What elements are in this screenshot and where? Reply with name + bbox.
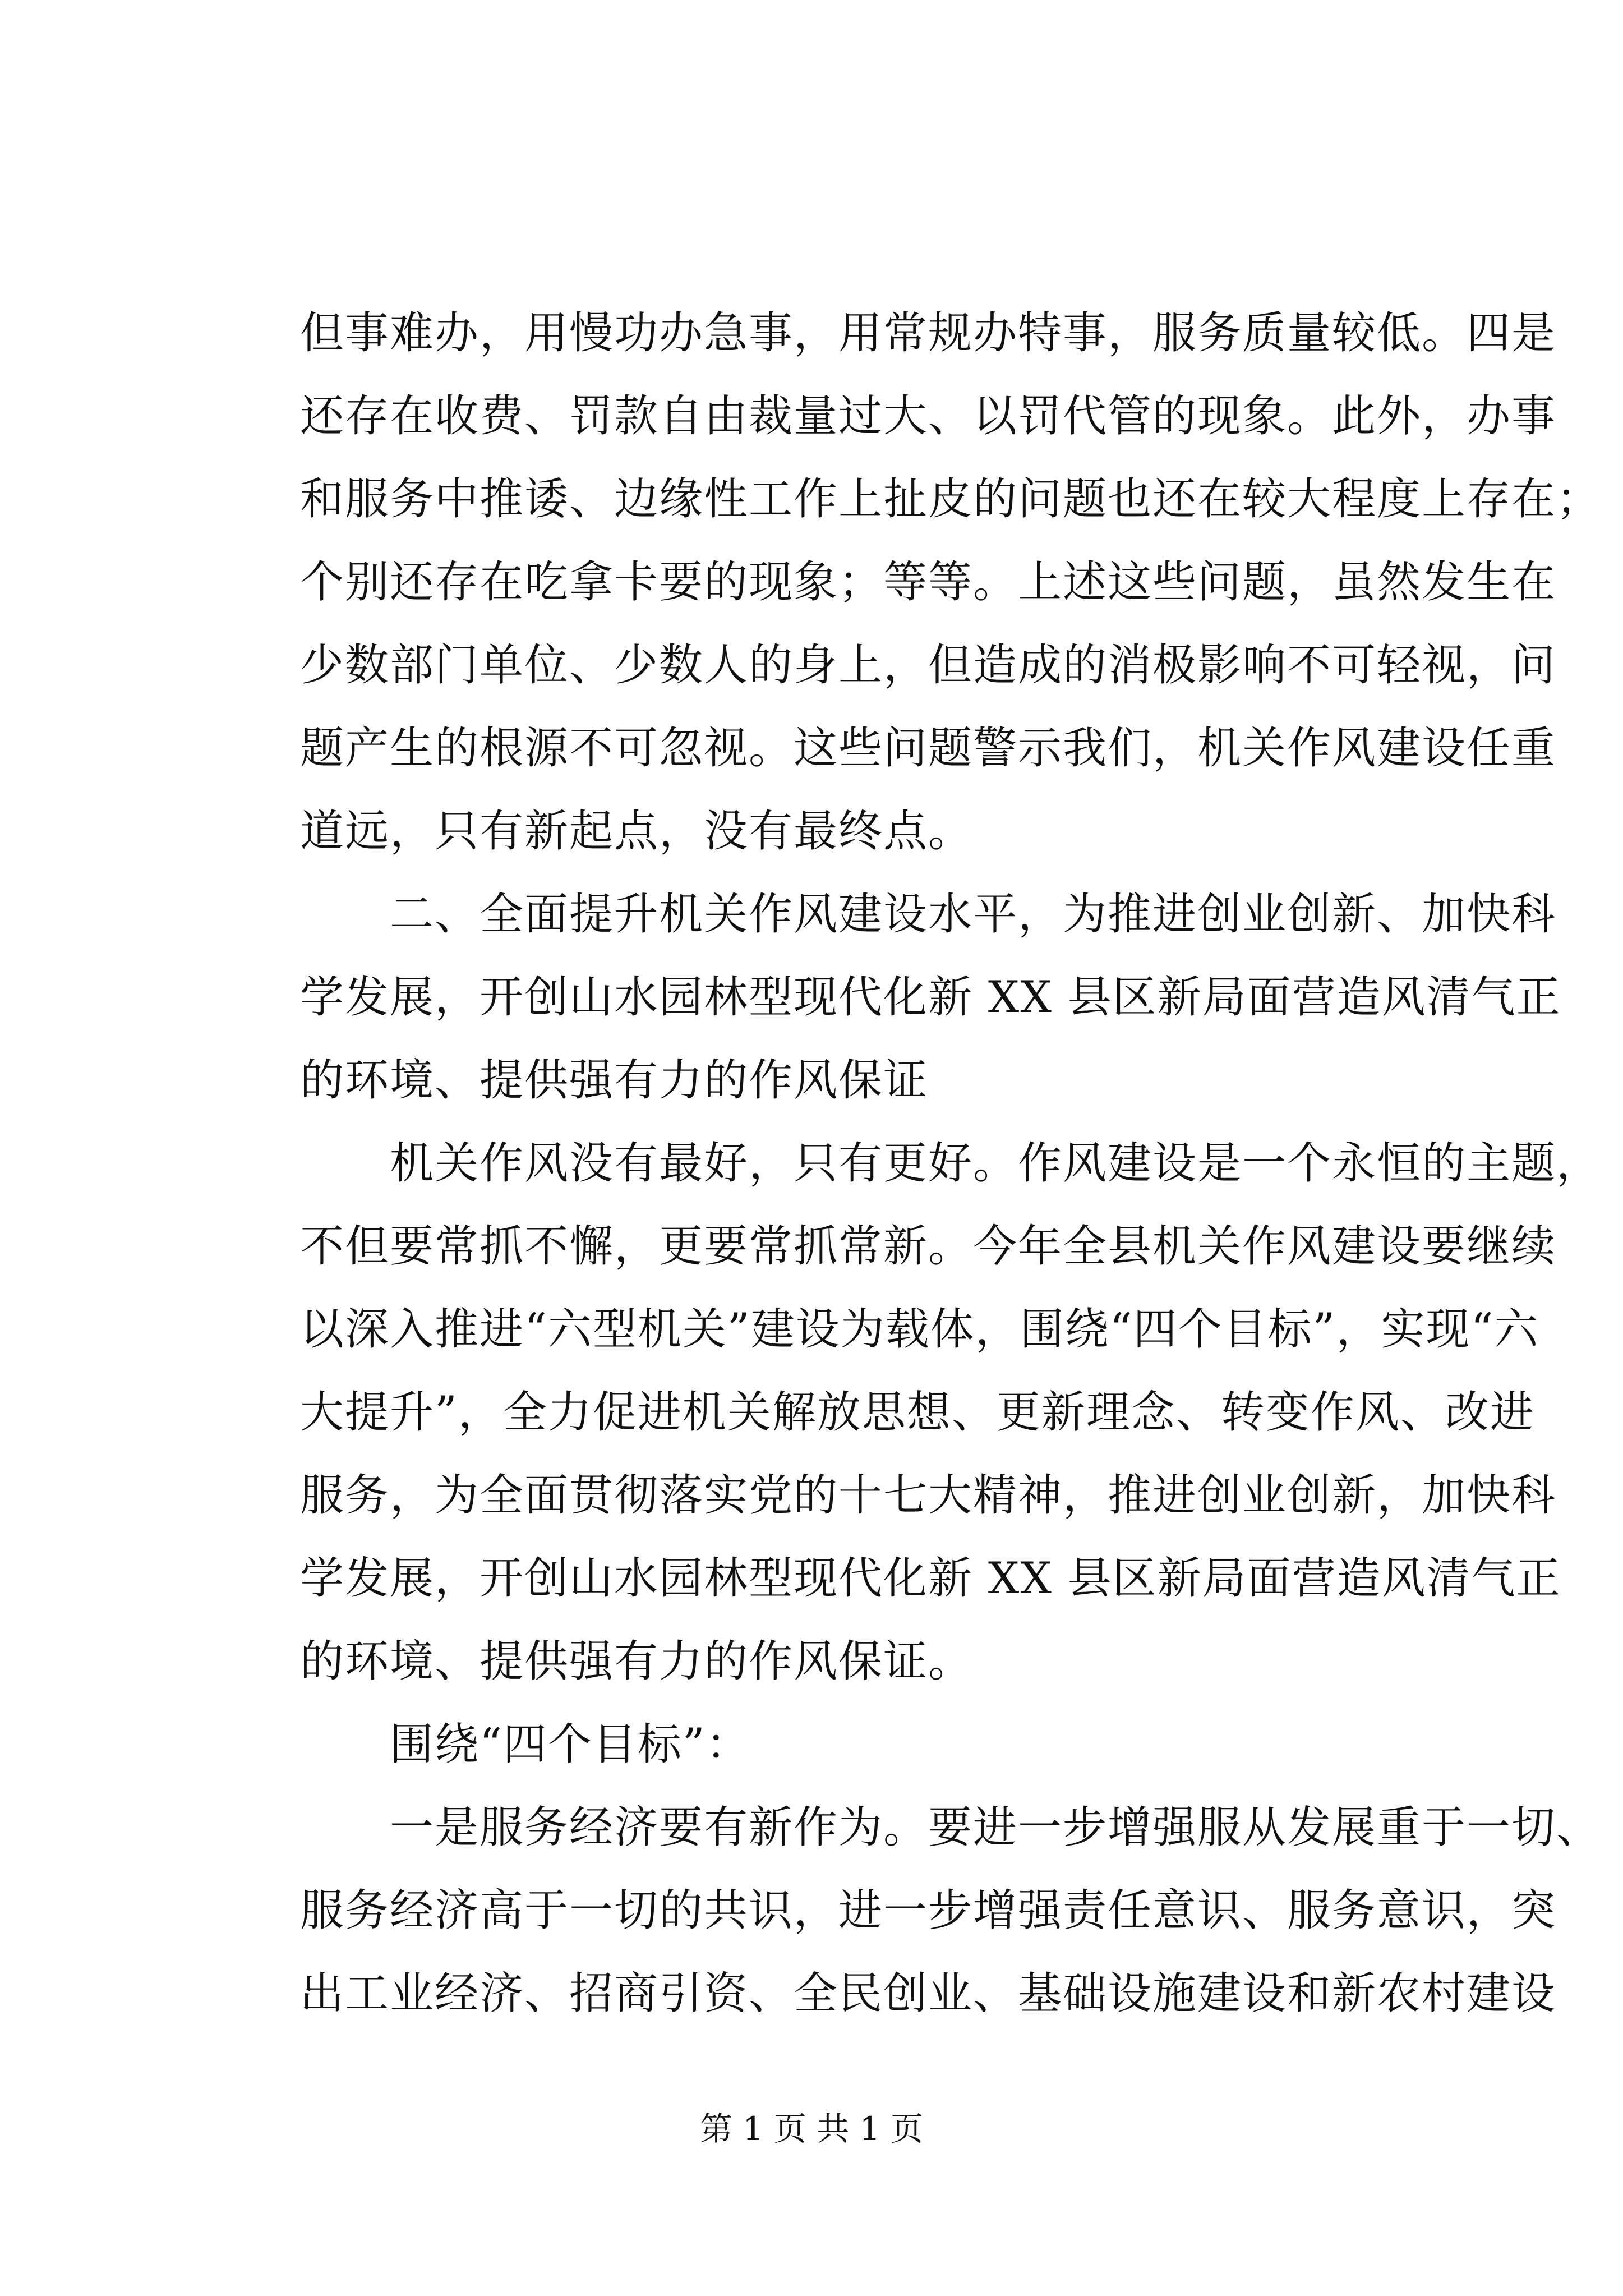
- document-body: [300, 292, 1602, 2035]
- text-line: 机关作风没有最好，只有更好。作风建设是一个永恒的主题，: [390, 1138, 1602, 1189]
- text-line: 学发展，开创山水园林型现代化新 XX 县区新局面营造风清气正: [300, 972, 1561, 1023]
- text-line: 但事难办，用慢功办急事，用常规办特事，服务质量较低。四是: [300, 308, 1557, 358]
- text-line: 少数部门单位、少数人的身上，但造成的消极影响不可轻视，问: [300, 640, 1557, 691]
- text-line: 还存在收费、罚款自由裁量过大、以罚代管的现象。此外，办事: [300, 391, 1557, 441]
- text-line: 和服务中推诿、边缘性工作上扯皮的问题也还在较大程度上存在；: [300, 474, 1602, 524]
- text-line: 以深入推进“六型机关”建设为载体，围绕“四个目标”，实现“六: [300, 1304, 1539, 1355]
- text-line: 围绕“四个目标”：: [390, 1719, 751, 1770]
- text-line: 大提升”，全力促进机关解放思想、更新理念、转变作风、改进: [300, 1387, 1535, 1438]
- text-line: 服务经济高于一切的共识，进一步增强责任意识、服务意识，突: [300, 1885, 1557, 1936]
- text-line: 学发展，开创山水园林型现代化新 XX 县区新局面营造风清气正: [300, 1553, 1561, 1604]
- page-footer: 第 1 页 共 1 页: [700, 2110, 923, 2148]
- text-line: 的环境、提供强有力的作风保证: [300, 1055, 929, 1106]
- text-line: 二、全面提升机关作风建设水平，为推进创业创新、加快科: [390, 889, 1557, 940]
- text-line: 个别还存在吃拿卡要的现象；等等。上述这些问题，虽然发生在: [300, 557, 1557, 608]
- text-line: 出工业经济、招商引资、全民创业、基础设施建设和新农村建设: [300, 1968, 1557, 2019]
- text-line: 道远，只有新起点，没有最终点。: [300, 806, 974, 857]
- text-line: 一是服务经济要有新作为。要进一步增强服从发展重于一切、: [390, 1802, 1602, 1853]
- text-line: 服务，为全面贯彻落实党的十七大精神，推进创业创新，加快科: [300, 1470, 1557, 1521]
- text-line: 的环境、提供强有力的作风保证。: [300, 1636, 974, 1687]
- text-line: 不但要常抓不懈，更要常抓常新。今年全县机关作风建设要继续: [300, 1221, 1557, 1272]
- text-line: 题产生的根源不可忽视。这些问题警示我们，机关作风建设任重: [300, 723, 1557, 774]
